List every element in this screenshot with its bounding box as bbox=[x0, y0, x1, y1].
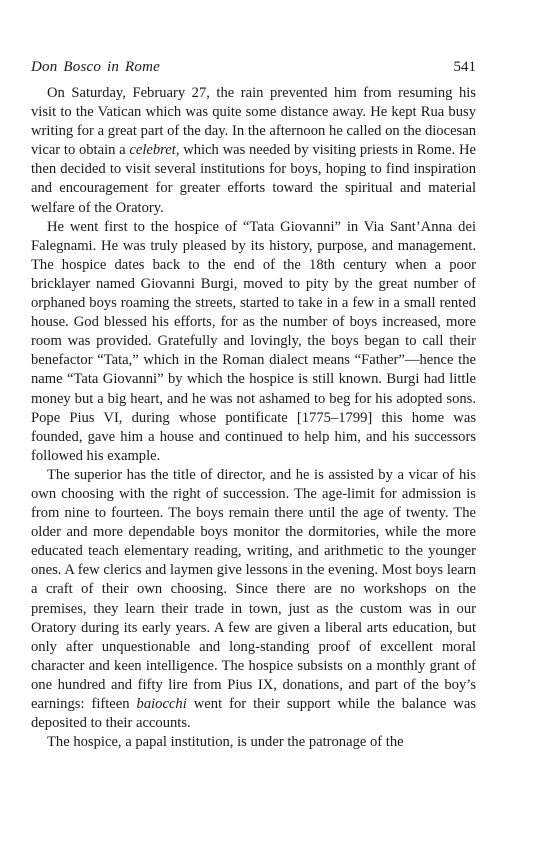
text-span: which was needed by visiting priests in Rome. He then decided to visit several institutions for boys, hoping to find inspiration and encouragement for greater efforts toward the spiritual and material welfare of the Oratory. bbox=[31, 142, 476, 216]
paragraph-tata-giovanni bbox=[31, 218, 476, 466]
page-number: 541 bbox=[453, 59, 476, 75]
running-head bbox=[31, 58, 476, 76]
text-span: went for their support while the balance was deposited to their accounts. bbox=[31, 696, 476, 732]
italic-term-baiocchi: baiocchi bbox=[136, 696, 187, 712]
body-text bbox=[31, 84, 476, 752]
running-title: Don Bosco in Rome bbox=[31, 59, 160, 75]
text-span: He went first to the hospice of “Tata Giovanni” in Via Sant’Anna dei Falegnami. He was truly pleased by its history, purpose, and management. The hospice dates back to the end of the 18th century when a poor bricklayer named Giovanni Burgi, moved to pity by the great number of orphaned boys roaming the streets, started to take in a few in a small rented house. God blessed his efforts, for as the number of boys increased, more room was provided. Gratefully and lovingly, the boys began to call their benefactor “Tata,” which in the Roman dialect means “Father”—hence the name “Tata Giovanni” by which the hospice is still known. Burgi had little money but a big heart, and he was not ashamed to beg for his adopted sons. Pope Pius VI, during whose pontificate [1775–1799] this home was founded, gave him a house and continued to help him, and his successors followed his example. bbox=[31, 218, 476, 464]
paragraph-papal-institution bbox=[31, 733, 476, 752]
paragraph-saturday-rain bbox=[31, 84, 476, 218]
text-span: The hospice, a papal institution, is under the patronage of the bbox=[47, 734, 404, 751]
text-span: The superior has the title of director, and he is assisted by a vicar of his own choosing with the right of succession. The age-limit for admission is from nine to fourteen. The boys remain there until the age of twenty. The older and more dependable boys monitor the dormitories, while the more educated teach elementary reading, writing, and arithmetic to the younger ones. A few clerics and laymen give lessons in the evening. Most boys learn a craft of their own choosing. Since there are no workshops on the premises, they learn their trade in town, just as the custom was in our Oratory during its early years. A few are given a liberal arts education, but only after unquestionable and long-standing proof of excellent moral character and keen intelligence. The hospice subsists on a monthly grant of one hundred and fifty lire from Pius IX, donations, and part of the boy’s earnings: fifteen bbox=[31, 466, 476, 712]
text-span: On Saturday, February 27, the rain prevented him from resuming his visit to the Vatican which was quite some distance away. He kept Rua busy writing for a great part of the day. In the afternoon he called on the diocesan vicar to obtain a bbox=[31, 85, 476, 159]
paragraph-superior bbox=[31, 466, 476, 733]
book-page bbox=[31, 58, 476, 752]
italic-term-celebret: celebret, bbox=[129, 142, 180, 159]
